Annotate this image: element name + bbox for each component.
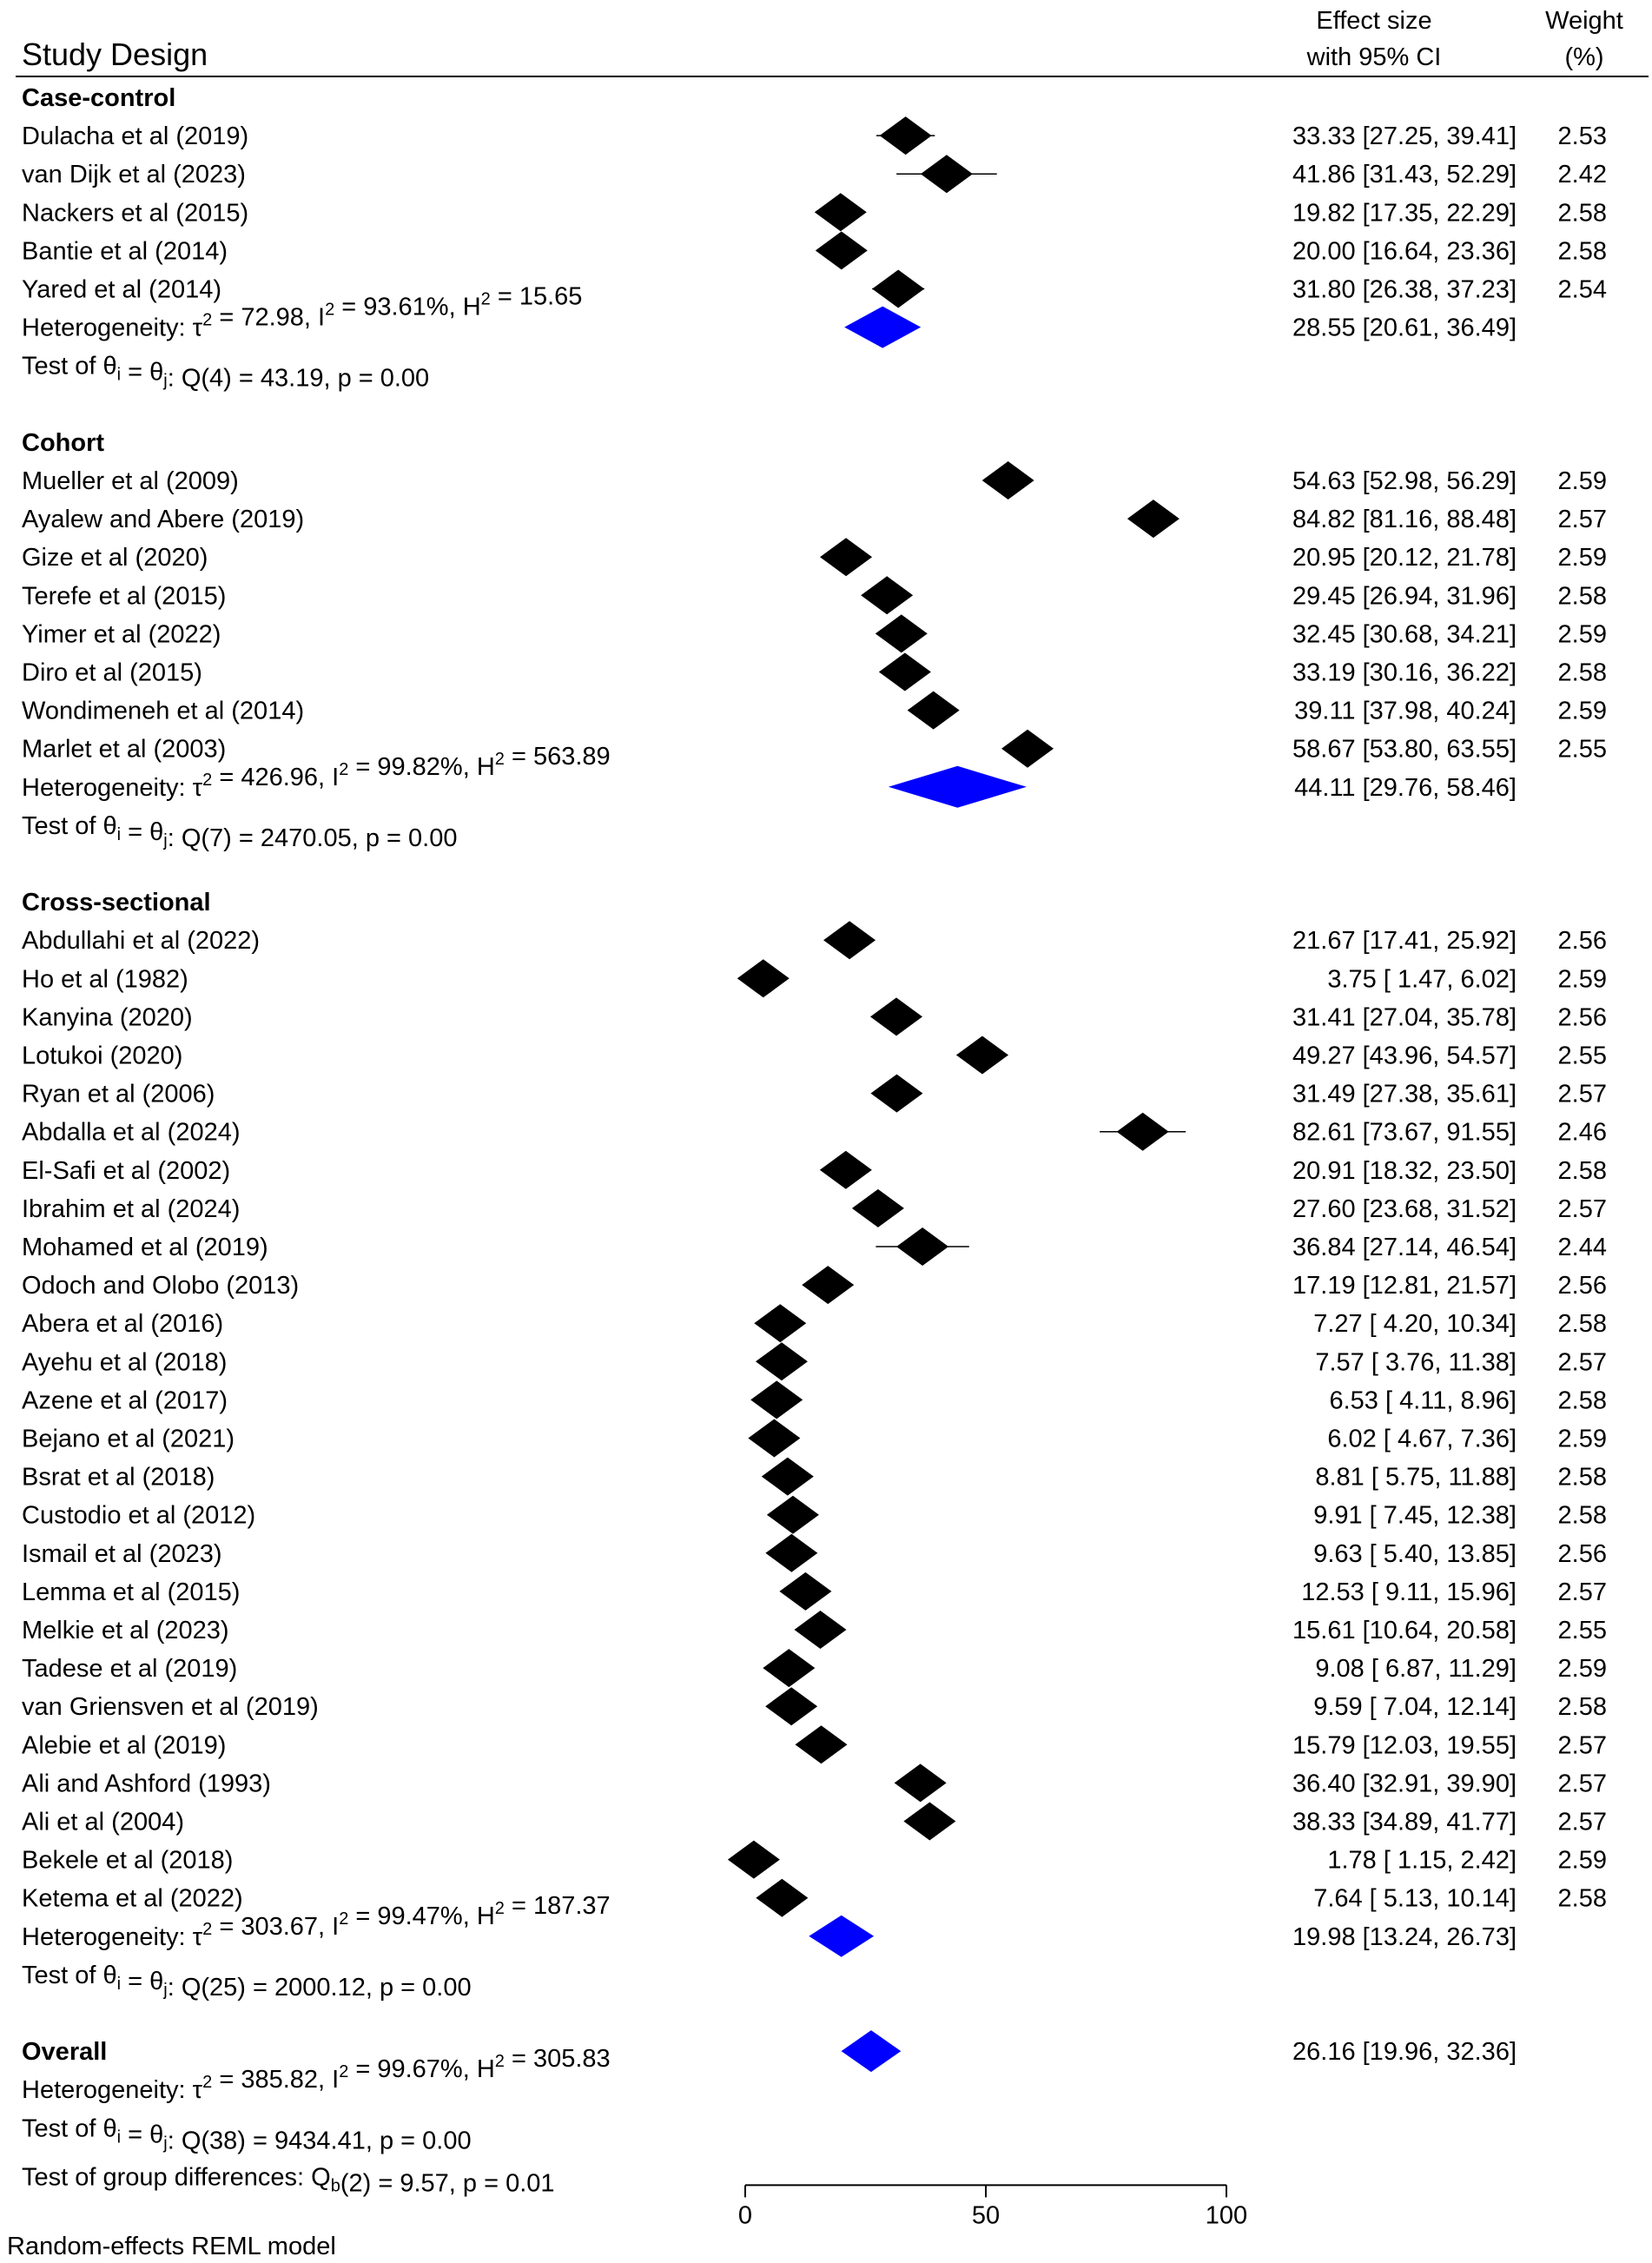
effect-size-ci: 54.63 [52.98, 56.29] — [1292, 467, 1517, 495]
study-label: Wondimeneh et al (2014) — [22, 697, 305, 725]
study-label: van Griensven et al (2019) — [22, 1693, 319, 1722]
group-heterogeneity: Heterogeneity: $\tau^2 = 303.67$, $I^2 = 99.47\%$, $H^2 = 187.37$ — [22, 1891, 611, 1951]
weight-value: 2.56 — [1557, 927, 1607, 956]
study-marker — [982, 461, 1034, 500]
overall-label: Overall — [22, 2038, 108, 2067]
point-estimate-marker — [956, 1036, 1008, 1075]
effect-size-ci: 21.67 [17.41, 25.92] — [1292, 927, 1517, 956]
study-marker — [1001, 730, 1054, 768]
point-estimate-marker — [767, 1496, 819, 1534]
group-summary-ci: 19.98 [13.24, 26.73] — [1292, 1922, 1517, 1951]
group-test: Test of $\theta_i = \theta_j$: Q(4) = 43.19, p = 0.00 — [22, 352, 430, 393]
study-label: Bejano et al (2021) — [22, 1425, 235, 1453]
column-header-study: Study Design — [22, 36, 208, 72]
study-label: Gize et al (2020) — [22, 544, 208, 572]
study-label: Mueller et al (2009) — [22, 467, 239, 495]
weight-value: 2.59 — [1557, 467, 1607, 495]
point-estimate-marker — [896, 1227, 948, 1266]
study-marker — [820, 538, 872, 576]
study-marker — [802, 1266, 854, 1304]
weight-value: 2.59 — [1557, 544, 1607, 572]
effect-size-ci: 9.63 [ 5.40, 13.85] — [1313, 1539, 1517, 1568]
study-marker — [728, 1841, 780, 1879]
study-marker — [876, 614, 928, 652]
study-label: Alebie et al (2019) — [22, 1731, 227, 1760]
point-estimate-marker — [870, 997, 922, 1036]
study-marker — [870, 1075, 922, 1113]
study-label: Ayehu et al (2018) — [22, 1348, 228, 1377]
weight-value: 2.57 — [1557, 506, 1607, 534]
effect-size-ci: 31.80 [26.38, 37.23] — [1292, 275, 1517, 304]
study-label: Lotukoi (2020) — [22, 1042, 183, 1070]
study-label: Ibrahim et al (2024) — [22, 1194, 241, 1223]
study-marker — [1100, 1113, 1186, 1151]
x-axis-tick-label: 0 — [737, 2201, 753, 2230]
group-summary-diamond — [844, 307, 921, 348]
weight-value: 2.57 — [1557, 1578, 1607, 1606]
effect-size-ci: 33.33 [27.25, 39.41] — [1292, 122, 1517, 151]
effect-size-ci: 6.02 [ 4.67, 7.36] — [1327, 1425, 1517, 1453]
weight-value: 2.59 — [1557, 965, 1607, 994]
study-marker — [903, 1803, 955, 1841]
study-marker — [748, 1419, 800, 1458]
study-marker — [762, 1458, 814, 1496]
point-estimate-marker — [895, 1763, 947, 1802]
weight-value: 2.59 — [1557, 1425, 1607, 1453]
study-marker — [852, 1189, 904, 1227]
effect-size-ci: 82.61 [73.67, 91.55] — [1292, 1118, 1517, 1147]
effect-size-ci: 15.61 [10.64, 20.58] — [1292, 1617, 1517, 1644]
study-label: Terefe et al (2015) — [22, 582, 227, 611]
study-marker — [896, 155, 997, 193]
effect-size-ci: 20.91 [18.32, 23.50] — [1292, 1156, 1517, 1185]
effect-size-ci: 3.75 [ 1.47, 6.02] — [1327, 965, 1517, 994]
study-marker — [756, 1342, 808, 1380]
study-marker — [876, 1227, 968, 1266]
study-marker — [765, 1534, 817, 1572]
study-label: van Dijk et al (2023) — [22, 161, 246, 189]
point-estimate-marker — [765, 1534, 817, 1572]
weight-value: 2.58 — [1557, 1693, 1607, 1722]
study-label: Tadese et al (2019) — [22, 1655, 238, 1684]
study-label: Bekele et al (2018) — [22, 1846, 234, 1875]
weight-value: 2.55 — [1557, 1617, 1607, 1644]
weight-value: 2.58 — [1557, 1463, 1607, 1492]
effect-size-ci: 58.67 [53.80, 63.55] — [1292, 735, 1517, 764]
group-heading: Case-control — [22, 84, 176, 112]
effect-size-ci: 36.84 [27.14, 46.54] — [1292, 1234, 1517, 1261]
effect-size-ci: 20.00 [16.64, 23.36] — [1292, 237, 1517, 266]
weight-value: 2.56 — [1557, 1003, 1607, 1032]
point-estimate-marker — [982, 461, 1034, 500]
point-estimate-marker — [1117, 1113, 1169, 1151]
x-axis-tick-label: 50 — [971, 2201, 1001, 2230]
weight-value: 2.57 — [1557, 1770, 1607, 1798]
weight-value: 2.53 — [1557, 122, 1607, 151]
point-estimate-marker — [880, 116, 932, 155]
point-estimate-marker — [816, 231, 868, 269]
column-header-ci: with 95% CI — [1306, 43, 1442, 71]
point-estimate-marker — [756, 1342, 808, 1380]
study-marker — [872, 270, 924, 308]
study-marker — [756, 1879, 808, 1917]
study-label: Ali and Ashford (1993) — [22, 1770, 271, 1798]
overall-heterogeneity: Heterogeneity: $\tau^2 = 385.82$, $I^2 = 99.67\%$, $H^2 = 305.83$ — [22, 2045, 611, 2105]
point-estimate-marker — [765, 1687, 817, 1725]
effect-size-ci: 84.82 [81.16, 88.48] — [1292, 506, 1517, 534]
overall-test: Test of $\theta_i = \theta_j$: Q(38) = 9434.41, p = 0.00 — [22, 2114, 472, 2155]
group-summary-diamond — [889, 766, 1027, 808]
effect-size-ci: 7.64 [ 5.13, 10.14] — [1313, 1884, 1517, 1913]
point-estimate-marker — [852, 1189, 904, 1227]
group-heterogeneity: Heterogeneity: $\tau^2 = 72.98$, $I^2 = 93.61\%$, $H^2 = 15.65$ — [22, 282, 583, 342]
group-test: Test of $\theta_i = \theta_j$: Q(25) = 2000.12, p = 0.00 — [22, 1961, 472, 2002]
study-label: Ismail et al (2023) — [22, 1539, 222, 1568]
effect-size-ci: 1.78 [ 1.15, 2.42] — [1327, 1846, 1517, 1875]
study-label: Yared et al (2014) — [22, 275, 221, 304]
point-estimate-marker — [748, 1419, 800, 1458]
group-summary-diamond — [809, 1916, 874, 1957]
study-marker — [795, 1725, 847, 1763]
effect-size-ci: 36.40 [32.91, 39.90] — [1292, 1770, 1517, 1798]
study-label: Kanyina (2020) — [22, 1003, 193, 1032]
effect-size-ci: 15.79 [12.03, 19.55] — [1292, 1731, 1517, 1760]
group-differences-test: Test of group differences: $Q_b(2) = 9.57$, p = 0.01 — [22, 2163, 555, 2198]
effect-size-ci: 31.41 [27.04, 35.78] — [1292, 1003, 1517, 1032]
x-axis-tick-label: 100 — [1205, 2201, 1248, 2230]
point-estimate-marker — [728, 1841, 780, 1879]
weight-value: 2.56 — [1557, 1539, 1607, 1568]
weight-value: 2.44 — [1557, 1234, 1607, 1261]
weight-value: 2.58 — [1557, 1156, 1607, 1185]
effect-size-ci: 9.08 [ 6.87, 11.29] — [1315, 1655, 1517, 1684]
study-marker — [956, 1036, 1008, 1075]
weight-value: 2.57 — [1557, 1348, 1607, 1377]
weight-value: 2.59 — [1557, 1655, 1607, 1684]
effect-size-ci: 6.53 [ 4.11, 8.96] — [1329, 1386, 1517, 1415]
weight-value: 2.55 — [1557, 735, 1607, 764]
point-estimate-marker — [921, 155, 973, 193]
point-estimate-marker — [815, 193, 867, 231]
study-marker — [820, 1151, 872, 1189]
study-label: Ho et al (1982) — [22, 965, 188, 994]
effect-size-ci: 29.45 [26.94, 31.96] — [1292, 582, 1517, 611]
point-estimate-marker — [823, 921, 876, 959]
group-heading: Cross-sectional — [22, 889, 211, 917]
group-summary-ci: 44.11 [29.76, 58.46] — [1294, 773, 1517, 802]
effect-size-ci: 7.27 [ 4.20, 10.34] — [1313, 1310, 1517, 1339]
weight-value: 2.59 — [1557, 1846, 1607, 1875]
point-estimate-marker — [750, 1380, 803, 1419]
study-marker — [861, 576, 913, 614]
effect-size-ci: 49.27 [43.96, 54.57] — [1292, 1042, 1517, 1070]
point-estimate-marker — [795, 1725, 847, 1763]
point-estimate-marker — [762, 1458, 814, 1496]
point-estimate-marker — [802, 1266, 854, 1304]
group-summary-ci: 28.55 [20.61, 36.49] — [1292, 314, 1517, 342]
weight-value: 2.54 — [1557, 275, 1607, 304]
weight-value: 2.58 — [1557, 1386, 1607, 1415]
point-estimate-marker — [876, 614, 928, 652]
study-label: Abdullahi et al (2022) — [22, 927, 261, 956]
point-estimate-marker — [872, 270, 924, 308]
group-test: Test of $\theta_i = \theta_j$: Q(7) = 2470.05, p = 0.00 — [22, 811, 458, 852]
column-header-weight: Weight — [1545, 7, 1623, 35]
point-estimate-marker — [903, 1803, 955, 1841]
effect-size-ci: 27.60 [23.68, 31.52] — [1292, 1194, 1517, 1223]
point-estimate-marker — [737, 959, 790, 997]
weight-value: 2.57 — [1557, 1194, 1607, 1223]
study-marker — [879, 653, 931, 691]
weight-value: 2.58 — [1557, 1501, 1607, 1530]
model-footnote: Random-effects REML model — [7, 2233, 336, 2260]
effect-size-ci: 12.53 [ 9.11, 15.96] — [1301, 1578, 1517, 1606]
weight-value: 2.58 — [1557, 582, 1607, 611]
point-estimate-marker — [794, 1611, 846, 1649]
effect-size-ci: 32.45 [30.68, 34.21] — [1292, 620, 1517, 649]
study-marker — [754, 1304, 806, 1342]
point-estimate-marker — [879, 653, 931, 691]
study-label: El-Safi et al (2002) — [22, 1156, 231, 1185]
effect-size-ci: 41.86 [31.43, 52.29] — [1292, 161, 1517, 189]
effect-size-ci: 9.59 [ 7.04, 12.14] — [1313, 1693, 1517, 1722]
point-estimate-marker — [820, 1151, 872, 1189]
study-label: Lemma et al (2015) — [22, 1578, 241, 1606]
study-marker — [815, 193, 867, 231]
weight-value: 2.58 — [1557, 199, 1607, 228]
study-label: Melkie et al (2023) — [22, 1617, 229, 1644]
study-label: Abera et al (2016) — [22, 1310, 224, 1339]
study-label: Diro et al (2015) — [22, 658, 202, 687]
study-label: Yimer et al (2022) — [22, 620, 221, 649]
weight-value: 2.57 — [1557, 1731, 1607, 1760]
study-marker — [765, 1687, 817, 1725]
point-estimate-marker — [870, 1075, 922, 1113]
column-header-effect-size: Effect size — [1316, 7, 1432, 35]
study-label: Abdalla et al (2024) — [22, 1118, 241, 1147]
point-estimate-marker — [1127, 500, 1180, 538]
study-label: Ketema et al (2022) — [22, 1884, 243, 1913]
effect-size-ci: 9.91 [ 7.45, 12.38] — [1313, 1501, 1517, 1530]
study-label: Nackers et al (2015) — [22, 199, 249, 228]
study-marker — [737, 959, 790, 997]
weight-value: 2.57 — [1557, 1080, 1607, 1108]
study-marker — [794, 1611, 846, 1649]
study-label: Mohamed et al (2019) — [22, 1234, 268, 1261]
weight-value: 2.55 — [1557, 1042, 1607, 1070]
weight-value: 2.59 — [1557, 697, 1607, 725]
group-heading: Cohort — [22, 428, 105, 457]
weight-value: 2.42 — [1557, 161, 1607, 189]
effect-size-ci: 33.19 [30.16, 36.22] — [1292, 658, 1517, 687]
weight-value: 2.56 — [1557, 1272, 1607, 1300]
study-marker — [779, 1572, 831, 1611]
weight-value: 2.58 — [1557, 237, 1607, 266]
effect-size-ci: 20.95 [20.12, 21.78] — [1292, 544, 1517, 572]
effect-size-ci: 17.19 [12.81, 21.57] — [1292, 1272, 1517, 1300]
study-marker — [816, 231, 868, 269]
overall-summary-diamond — [842, 2030, 902, 2072]
study-label: Bantie et al (2014) — [22, 237, 228, 266]
weight-value: 2.58 — [1557, 658, 1607, 687]
weight-value: 2.58 — [1557, 1884, 1607, 1913]
study-marker — [876, 116, 935, 155]
point-estimate-marker — [754, 1304, 806, 1342]
study-marker — [823, 921, 876, 959]
study-marker — [767, 1496, 819, 1534]
effect-size-ci: 7.57 [ 3.76, 11.38] — [1315, 1348, 1517, 1377]
study-marker — [763, 1649, 815, 1687]
effect-size-ci: 31.49 [27.38, 35.61] — [1292, 1080, 1517, 1108]
study-marker — [870, 997, 922, 1036]
column-header-weight-unit: (%) — [1564, 43, 1604, 71]
point-estimate-marker — [820, 538, 872, 576]
study-marker — [895, 1763, 947, 1802]
study-label: Dulacha et al (2019) — [22, 122, 249, 151]
overall-ci: 26.16 [19.96, 32.36] — [1292, 2038, 1517, 2067]
effect-size-ci: 19.82 [17.35, 22.29] — [1292, 199, 1517, 228]
effect-size-ci: 38.33 [34.89, 41.77] — [1292, 1808, 1517, 1836]
point-estimate-marker — [1001, 730, 1054, 768]
study-marker — [908, 691, 960, 730]
weight-value: 2.58 — [1557, 1310, 1607, 1339]
weight-value: 2.57 — [1557, 1808, 1607, 1836]
point-estimate-marker — [861, 576, 913, 614]
point-estimate-marker — [756, 1879, 808, 1917]
study-label: Ryan et al (2006) — [22, 1080, 215, 1108]
study-label: Azene et al (2017) — [22, 1386, 228, 1415]
effect-size-ci: 39.11 [37.98, 40.24] — [1294, 697, 1517, 725]
point-estimate-marker — [779, 1572, 831, 1611]
study-label: Custodio et al (2012) — [22, 1501, 256, 1530]
study-label: Bsrat et al (2018) — [22, 1463, 215, 1492]
point-estimate-marker — [908, 691, 960, 730]
weight-value: 2.59 — [1557, 620, 1607, 649]
group-heterogeneity: Heterogeneity: $\tau^2 = 426.96$, $I^2 = 99.82\%$, $H^2 = 563.89$ — [22, 742, 611, 802]
study-label: Ali et al (2004) — [22, 1808, 184, 1836]
study-marker — [1127, 500, 1180, 538]
study-label: Ayalew and Abere (2019) — [22, 506, 305, 534]
study-label: Odoch and Olobo (2013) — [22, 1272, 300, 1300]
weight-value: 2.46 — [1557, 1118, 1607, 1147]
study-label: Marlet et al (2003) — [22, 735, 227, 764]
study-marker — [750, 1380, 803, 1419]
point-estimate-marker — [763, 1649, 815, 1687]
effect-size-ci: 8.81 [ 5.75, 11.88] — [1315, 1463, 1517, 1492]
